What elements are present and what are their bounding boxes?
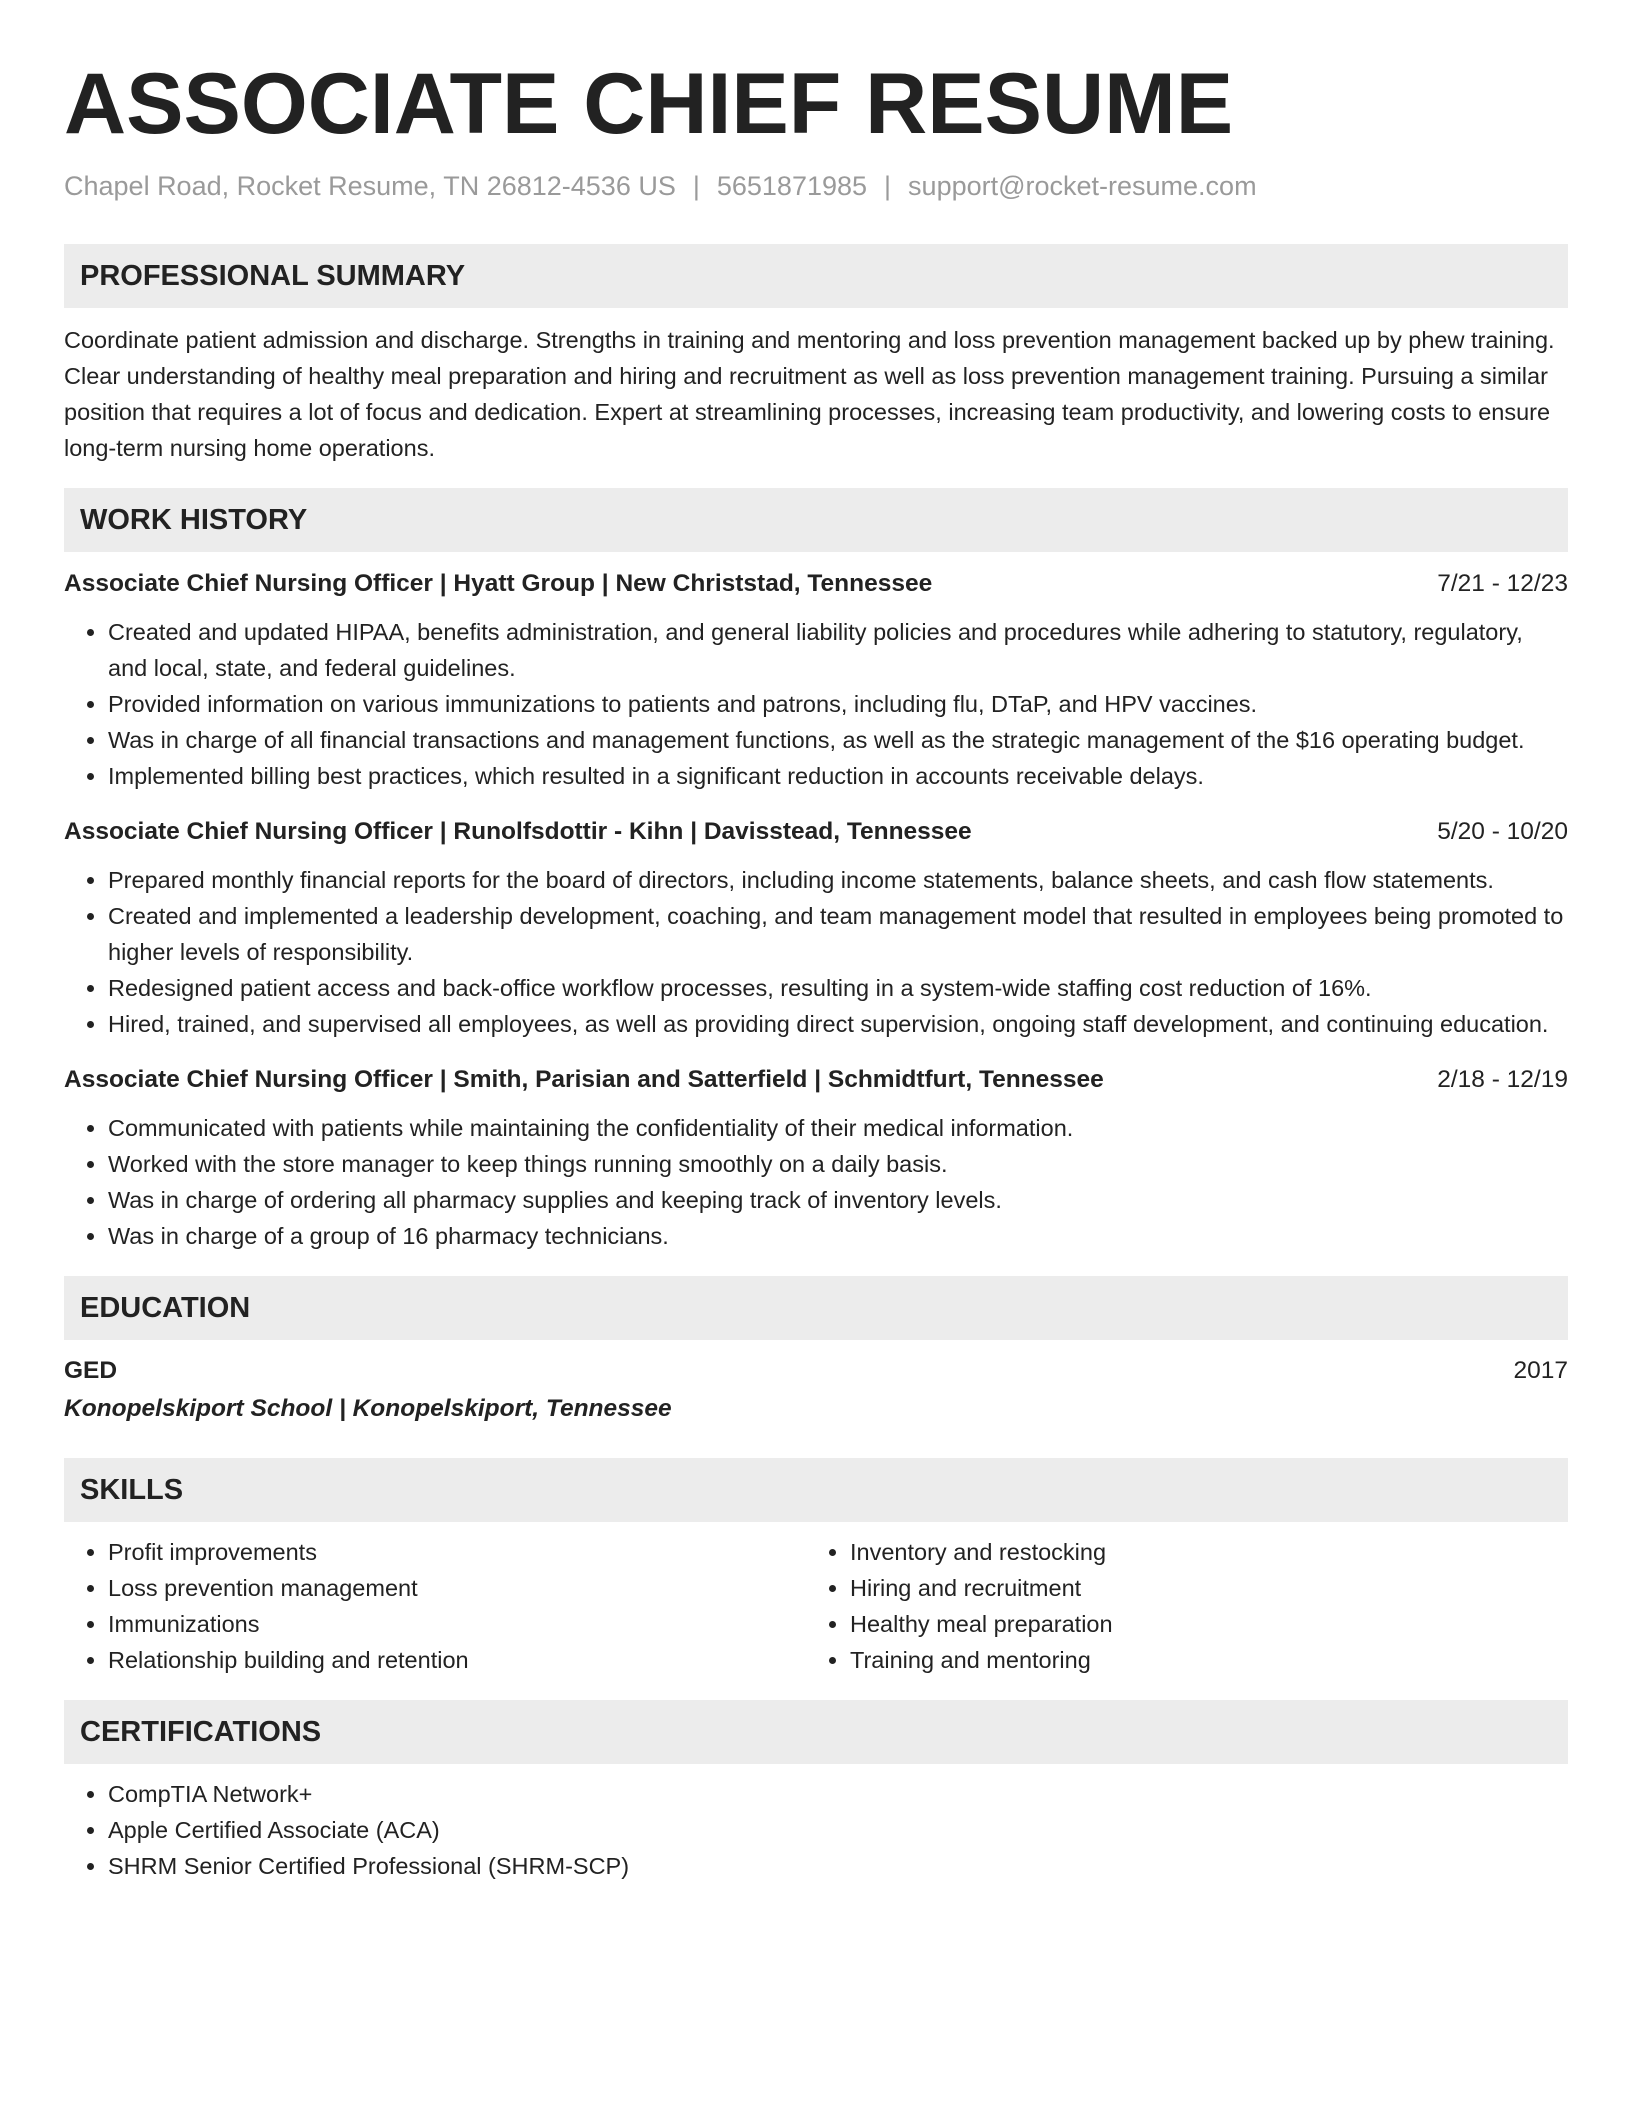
job-bullets [64,614,1568,794]
skills-grid [64,1534,1568,1678]
education-degree: GED [64,1357,118,1384]
certification-item: • SHRM Senior Certified Professional (SHRM-SCP) [108,1848,1568,1884]
job-dates: 5/20 - 10/20 [1437,818,1568,845]
summary-text: Coordinate patient admission and discharge. Strengths in training and mentoring and loss prevention management backed up by phew training. Clear understanding of healthy meal preparation and hiring and recruitment as well as loss prevention management training. Pursuing a similar position that requires a lot of focus and dedication. Expert at streamlining processes, increasing team productivity, and lowering costs to ensure long-term nursing home operations. [64,327,1555,461]
job-title: Associate Chief Nursing Officer | Smith, Parisian and Satterfield | Schmidtfurt, Tennessee [64,1066,1104,1093]
job-bullet: • Implemented billing best practices, which resulted in a significant reduction in accounts receivable delays. [108,758,1568,794]
job-bullet: • Redesigned patient access and back-office workflow processes, resulting in a system-wide staffing cost reduction of 16%. [108,970,1568,1006]
job-dates: 2/18 - 12/19 [1437,1066,1568,1093]
skill-item: • Training and mentoring [850,1642,1568,1678]
contact-line [64,168,1568,204]
job-bullet: • Was in charge of ordering all pharmacy supplies and keeping track of inventory levels. [108,1182,1568,1218]
certifications-list [64,1776,1568,1884]
job-entry [64,566,1568,794]
skill-item: • Inventory and restocking [850,1534,1568,1570]
contact-separator: | [884,171,892,201]
section-heading-education: EDUCATION [64,1276,1568,1340]
job-bullet: • Worked with the store manager to keep things running smoothly on a daily basis. [108,1146,1568,1182]
education-school: Konopelskiport School | Konopelskiport, Tennessee [64,1395,672,1422]
job-bullets [64,1110,1568,1254]
job-title: Associate Chief Nursing Officer | Hyatt Group | New Christstad, Tennessee [64,570,933,597]
resume-title: ASSOCIATE CHIEF RESUME [64,56,1234,152]
contact-phone[interactable]: 5651871985 [716,171,868,201]
skill-item: • Profit improvements [108,1534,806,1570]
certification-item: • CompTIA Network+ [108,1776,1568,1812]
education-year: 2017 [1513,1357,1568,1384]
job-bullet: • Communicated with patients while maintaining the confidentiality of their medical information. [108,1110,1568,1146]
job-bullet: • Hired, trained, and supervised all employees, as well as providing direct supervision, ongoing staff development, and continuing education. [108,1006,1568,1042]
job-bullet: • Created and updated HIPAA, benefits administration, and general liability policies and procedures while adhering to statutory, regulatory, and local, state, and federal guidelines. [108,614,1568,686]
contact-address: Chapel Road, Rocket Resume, TN 26812-4536 US [64,171,676,201]
job-entry [64,1062,1568,1254]
skill-item: • Loss prevention management [108,1570,806,1606]
skill-item: • Hiring and recruitment [850,1570,1568,1606]
section-heading-skills: SKILLS [64,1458,1568,1522]
education-header [64,1352,1568,1390]
job-header [64,566,1568,602]
certification-item: • Apple Certified Associate (ACA) [108,1812,1568,1848]
job-header [64,1062,1568,1098]
job-bullet: • Created and implemented a leadership development, coaching, and team management model that resulted in employees being promoted to higher levels of responsibility. [108,898,1568,970]
skill-item: • Healthy meal preparation [850,1606,1568,1642]
contact-email[interactable]: support@rocket-resume.com [908,171,1257,201]
skills-column-1 [64,1534,806,1678]
section-heading-certifications: CERTIFICATIONS [64,1700,1568,1764]
contact-separator: | [692,171,700,201]
education-entry [64,1352,1568,1428]
job-bullet: • Provided information on various immunizations to patients and patrons, including flu, DTaP, and HPV vaccines. [108,686,1568,722]
section-heading-work-history: WORK HISTORY [64,488,1568,552]
job-bullet: • Was in charge of all financial transactions and management functions, as well as the strategic management of the $16 operating budget. [108,722,1568,758]
skill-item: • Relationship building and retention [108,1642,806,1678]
job-bullet: • Prepared monthly financial reports for the board of directors, including income statements, balance sheets, and cash flow statements. [108,862,1568,898]
skills-column-2 [806,1534,1568,1678]
job-dates: 7/21 - 12/23 [1437,570,1568,597]
skill-item: • Immunizations [108,1606,806,1642]
job-header [64,814,1568,850]
section-heading-summary: PROFESSIONAL SUMMARY [64,244,1568,308]
job-entry [64,814,1568,1042]
job-title: Associate Chief Nursing Officer | Runolfsdottir - Kihn | Davisstead, Tennessee [64,818,972,845]
job-bullets [64,862,1568,1042]
job-bullet: • Was in charge of a group of 16 pharmacy technicians. [108,1218,1568,1254]
